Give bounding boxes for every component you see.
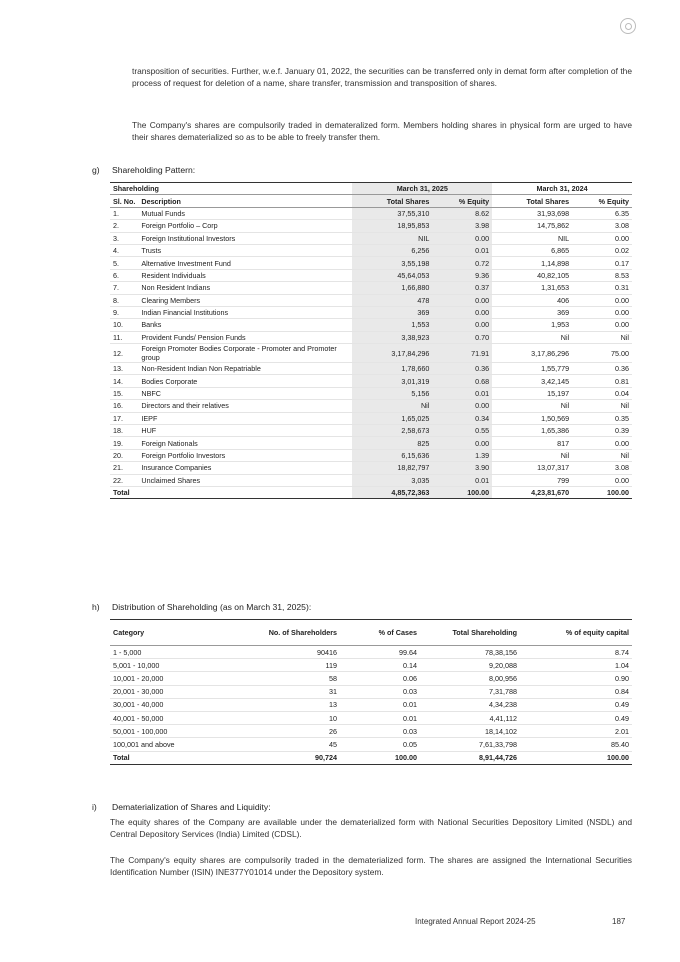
total-shares-2025-cell: 3,55,198 — [352, 257, 432, 269]
total-shares-2024-cell: 369 — [492, 306, 572, 318]
total-shareholding-cell: 7,61,33,798 — [420, 738, 520, 751]
shareholders-cell: 45 — [260, 738, 340, 751]
equity-2025-cell: 0.37 — [432, 282, 492, 294]
equity-capital-cell: 8.74 — [520, 646, 632, 659]
table-row — [110, 425, 632, 437]
total-shares-2024-cell: 1,50,569 — [492, 412, 572, 424]
description-cell: Non-Resident Indian Non Repatriable — [138, 363, 352, 375]
description-cell: Indian Financial Institutions — [138, 306, 352, 318]
table-row — [110, 375, 632, 387]
section-title: Shareholding Pattern: — [112, 165, 196, 175]
section-title: Dematerialization of Shares and Liquidity: — [112, 802, 271, 812]
equity-2025-cell: 0.36 — [432, 363, 492, 375]
total-shares-2025-cell: 2,58,673 — [352, 425, 432, 437]
total-shares-2025-cell: 478 — [352, 294, 432, 306]
sl-no-cell: 18. — [110, 425, 138, 437]
sl-no-cell: 7. — [110, 282, 138, 294]
equity-capital-cell: 2.01 — [520, 725, 632, 738]
description-cell: Foreign Nationals — [138, 437, 352, 449]
category-cell: 5,001 - 10,000 — [110, 659, 260, 672]
equity-2025-cell: 0.70 — [432, 331, 492, 343]
table-row — [110, 257, 632, 269]
total-shares-2024-cell: 406 — [492, 294, 572, 306]
equity-2024-header: % Equity — [572, 195, 632, 207]
section-number: h) — [92, 602, 100, 612]
shareholders-cell: 119 — [260, 659, 340, 672]
sl-no-cell: 11. — [110, 331, 138, 343]
sl-no-cell: 2. — [110, 220, 138, 232]
total-shares-2025-cell: 5,156 — [352, 387, 432, 399]
total-shares-2024-cell: NIL — [492, 232, 572, 244]
equity-2024-cell: 0.36 — [572, 363, 632, 375]
table-row — [110, 659, 632, 672]
description-cell: Directors and their relatives — [138, 400, 352, 412]
total-shares-2024-cell: 817 — [492, 437, 572, 449]
equity-2025-cell: 0.01 — [432, 244, 492, 256]
table-row — [110, 685, 632, 698]
total-shareholding-cell: 18,14,102 — [420, 725, 520, 738]
total-shares-2024-cell: Nil — [492, 400, 572, 412]
total-shares-2024-cell: 1,55,779 — [492, 363, 572, 375]
total-label: Total — [110, 751, 260, 764]
description-cell: IEPF — [138, 412, 352, 424]
table-row — [110, 244, 632, 256]
equity-2024-cell: 0.00 — [572, 294, 632, 306]
equity-2025-cell: 0.72 — [432, 257, 492, 269]
sl-no-cell: 21. — [110, 462, 138, 474]
cases-cell: 0.03 — [340, 725, 420, 738]
description-cell: NBFC — [138, 387, 352, 399]
shareholding-pattern-table — [110, 182, 632, 499]
shareholders-cell: 13 — [260, 698, 340, 711]
shareholders-cell: 10 — [260, 711, 340, 724]
total-shares-2025-cell: Nil — [352, 400, 432, 412]
description-cell: Provident Funds/ Pension Funds — [138, 331, 352, 343]
section-number: i) — [92, 802, 97, 812]
total-shares-2024-header: Total Shares — [492, 195, 572, 207]
total-shares-2024-cell: 13,07,317 — [492, 462, 572, 474]
sl-no-cell: 5. — [110, 257, 138, 269]
equity-2025-cell: 0.00 — [432, 400, 492, 412]
equity-2025-cell: 0.55 — [432, 425, 492, 437]
total-shares-2025-cell: 37,55,310 — [352, 207, 432, 219]
table-header-row — [110, 620, 632, 646]
sl-no-cell: 8. — [110, 294, 138, 306]
table-row — [110, 294, 632, 306]
table-row — [110, 725, 632, 738]
table-row — [110, 711, 632, 724]
total-shares-2024: 4,23,81,670 — [492, 486, 572, 498]
total-shares-2025-cell: 6,256 — [352, 244, 432, 256]
table-row — [110, 462, 632, 474]
category-cell: 1 - 5,000 — [110, 646, 260, 659]
total-shares-2025-cell: 3,01,319 — [352, 375, 432, 387]
sl-no-cell: 17. — [110, 412, 138, 424]
equity-2024-cell: 0.02 — [572, 244, 632, 256]
equity-2025-cell: 0.68 — [432, 375, 492, 387]
footer-report-title: Integrated Annual Report 2024-25 — [415, 917, 536, 926]
sl-no-cell: 1. — [110, 207, 138, 219]
equity-2024-cell: 0.00 — [572, 319, 632, 331]
category-cell: 50,001 - 100,000 — [110, 725, 260, 738]
total-shares-2024-cell: 1,31,653 — [492, 282, 572, 294]
total-shares-2025-header: Total Shares — [352, 195, 432, 207]
total-shares-2025-cell: 45,64,053 — [352, 269, 432, 281]
equity-capital-cell: 85.40 — [520, 738, 632, 751]
equity-2025-cell: 0.00 — [432, 319, 492, 331]
total-shares-2024-cell: 31,93,698 — [492, 207, 572, 219]
total-shares-2024-cell: 3,17,86,296 — [492, 344, 572, 363]
equity-2025-cell: 3.98 — [432, 220, 492, 232]
description-cell: Foreign Promoter Bodies Corporate - Promoter and Promoter group — [138, 344, 352, 363]
shareholders-cell: 58 — [260, 672, 340, 685]
total-shares-2025-cell: 3,38,923 — [352, 331, 432, 343]
description-cell: Foreign Institutional Investors — [138, 232, 352, 244]
total-shares-2025: 4,85,72,363 — [352, 486, 432, 498]
equity-capital-cell: 0.90 — [520, 672, 632, 685]
total-shares-2024-cell: 799 — [492, 474, 572, 486]
total-shareholding-cell: 4,34,238 — [420, 698, 520, 711]
table-header-row — [110, 183, 632, 195]
description-cell: Resident Individuals — [138, 269, 352, 281]
table-row — [110, 269, 632, 281]
distribution-table-body — [110, 646, 632, 752]
total-label: Total — [110, 486, 352, 498]
footer-page-number: 187 — [612, 917, 626, 926]
equity-2024-cell: Nil — [572, 331, 632, 343]
table-row — [110, 738, 632, 751]
equity-2024-cell: 6.35 — [572, 207, 632, 219]
description-cell: Clearing Members — [138, 294, 352, 306]
company-logo-icon — [620, 18, 636, 34]
total-equity-capital: 100.00 — [520, 751, 632, 764]
table-row — [110, 449, 632, 461]
table-row — [110, 363, 632, 375]
total-shares-2024-cell: Nil — [492, 449, 572, 461]
table-row — [110, 306, 632, 318]
equity-2024-cell: 0.00 — [572, 232, 632, 244]
table-row — [110, 672, 632, 685]
table-total-row — [110, 751, 632, 764]
total-shares-2024-cell: Nil — [492, 331, 572, 343]
total-shareholding-cell: 78,38,156 — [420, 646, 520, 659]
equity-2025-cell: 0.00 — [432, 306, 492, 318]
equity-2024-cell: 0.39 — [572, 425, 632, 437]
description-cell: Foreign Portfolio Investors — [138, 449, 352, 461]
total-shares-2024-cell: 1,953 — [492, 319, 572, 331]
sl-no-cell: 22. — [110, 474, 138, 486]
shareholders-header: No. of Shareholders — [260, 620, 340, 646]
description-cell: Insurance Companies — [138, 462, 352, 474]
equity-2024-cell: 3.08 — [572, 220, 632, 232]
sl-no-cell: 13. — [110, 363, 138, 375]
total-shares-2025-cell: 1,65,025 — [352, 412, 432, 424]
total-equity-2024: 100.00 — [572, 486, 632, 498]
total-shares-2024-cell: 14,75,862 — [492, 220, 572, 232]
total-shares-2024-cell: 15,197 — [492, 387, 572, 399]
total-shares-2025-cell: 18,82,797 — [352, 462, 432, 474]
sl-no-cell: 9. — [110, 306, 138, 318]
category-cell: 30,001 - 40,000 — [110, 698, 260, 711]
intro-paragraph-2: The Company's shares are compulsorily traded in demateralized form. Members holding shares in physical form are urged to have their shares dematerialized so as to be able to freely transfer them. — [132, 120, 632, 142]
distribution-table — [110, 619, 632, 765]
equity-2024-cell: 8.53 — [572, 269, 632, 281]
demat-paragraph-1: The equity shares of the Company are available under the dematerialized form with National Securities Depository Limited (NSDL) and Central Depository Services (India) Limited (CDSL). — [110, 817, 632, 839]
equity-2025-cell: 0.00 — [432, 437, 492, 449]
equity-2025-cell: 71.91 — [432, 344, 492, 363]
period-2025-header: March 31, 2025 — [352, 183, 492, 195]
description-cell: Foreign Portfolio – Corp — [138, 220, 352, 232]
equity-capital-cell: 0.49 — [520, 698, 632, 711]
section-number: g) — [92, 165, 100, 175]
equity-2025-cell: 8.62 — [432, 207, 492, 219]
total-shares-2024-cell: 40,82,105 — [492, 269, 572, 281]
equity-2025-cell: 0.00 — [432, 232, 492, 244]
total-cases: 100.00 — [340, 751, 420, 764]
total-shares-2024-cell: 1,14,898 — [492, 257, 572, 269]
total-shares-2025-cell: 3,17,84,296 — [352, 344, 432, 363]
equity-2025-cell: 0.01 — [432, 474, 492, 486]
description-cell: Non Resident Indians — [138, 282, 352, 294]
description-cell: Unclaimed Shares — [138, 474, 352, 486]
total-shares-2025-cell: NIL — [352, 232, 432, 244]
sl-no-cell: 6. — [110, 269, 138, 281]
equity-2024-cell: Nil — [572, 449, 632, 461]
equity-2025-cell: 3.90 — [432, 462, 492, 474]
equity-2024-cell: 0.35 — [572, 412, 632, 424]
cases-cell: 0.01 — [340, 711, 420, 724]
total-shareholding-header: Total Shareholding — [420, 620, 520, 646]
total-shareholders: 90,724 — [260, 751, 340, 764]
intro-paragraph-1: transposition of securities. Further, w.e.f. January 01, 2022, the securities can be transferred only in demat form after completion of the process of request for deletion of a name, share transfer, transmission and transposition of shares. — [132, 66, 632, 88]
equity-2025-cell: 9.36 — [432, 269, 492, 281]
equity-2025-cell: 0.34 — [432, 412, 492, 424]
equity-capital-header: % of equity capital — [520, 620, 632, 646]
total-shareholding-cell: 7,31,788 — [420, 685, 520, 698]
table-row — [110, 437, 632, 449]
category-cell: 20,001 - 30,000 — [110, 685, 260, 698]
category-cell: 40,001 - 50,000 — [110, 711, 260, 724]
table-row — [110, 387, 632, 399]
table-row — [110, 646, 632, 659]
total-shares-2025-cell: 1,66,880 — [352, 282, 432, 294]
total-shares-2025-cell: 1,553 — [352, 319, 432, 331]
sl-no-header: Sl. No. — [110, 195, 138, 207]
equity-capital-cell: 0.84 — [520, 685, 632, 698]
description-cell: Banks — [138, 319, 352, 331]
equity-2024-cell: 0.81 — [572, 375, 632, 387]
equity-2024-cell: 0.00 — [572, 306, 632, 318]
total-shares-2025-cell: 18,95,853 — [352, 220, 432, 232]
table-row — [110, 698, 632, 711]
category-cell: 100,001 and above — [110, 738, 260, 751]
table-row — [110, 319, 632, 331]
shareholders-cell: 26 — [260, 725, 340, 738]
total-shareholding: 8,91,44,726 — [420, 751, 520, 764]
demat-paragraph-2: The Company's equity shares are compulsorily traded in the dematerialized form. The shares are assigned the International Securities Identification Number (ISIN) INE377Y01014 under the Depository system. — [110, 855, 632, 877]
equity-2025-cell: 1.39 — [432, 449, 492, 461]
sl-no-cell: 10. — [110, 319, 138, 331]
sl-no-cell: 15. — [110, 387, 138, 399]
cases-cell: 0.05 — [340, 738, 420, 751]
table-row — [110, 232, 632, 244]
table-row — [110, 220, 632, 232]
shareholding-table-body — [110, 207, 632, 486]
description-cell: Alternative Investment Fund — [138, 257, 352, 269]
total-shares-2025-cell: 1,78,660 — [352, 363, 432, 375]
cases-cell: 0.06 — [340, 672, 420, 685]
sl-no-cell: 4. — [110, 244, 138, 256]
equity-2024-cell: 0.00 — [572, 437, 632, 449]
description-header: Description — [138, 195, 352, 207]
category-header: Category — [110, 620, 260, 646]
category-cell: 10,001 - 20,000 — [110, 672, 260, 685]
description-cell: Mutual Funds — [138, 207, 352, 219]
total-equity-2025: 100.00 — [432, 486, 492, 498]
sl-no-cell: 19. — [110, 437, 138, 449]
total-shares-2024-cell: 3,42,145 — [492, 375, 572, 387]
equity-2024-cell: 0.17 — [572, 257, 632, 269]
cases-cell: 99.64 — [340, 646, 420, 659]
group-header: Shareholding — [110, 183, 352, 195]
equity-capital-cell: 1.04 — [520, 659, 632, 672]
sl-no-cell: 12. — [110, 344, 138, 363]
sl-no-cell: 3. — [110, 232, 138, 244]
equity-2025-header: % Equity — [432, 195, 492, 207]
total-shareholding-cell: 8,00,956 — [420, 672, 520, 685]
table-row — [110, 282, 632, 294]
cases-cell: 0.03 — [340, 685, 420, 698]
cases-cell: 0.14 — [340, 659, 420, 672]
sl-no-cell: 16. — [110, 400, 138, 412]
total-shares-2025-cell: 6,15,636 — [352, 449, 432, 461]
equity-2024-cell: 0.04 — [572, 387, 632, 399]
sl-no-cell: 20. — [110, 449, 138, 461]
total-shareholding-cell: 4,41,112 — [420, 711, 520, 724]
total-shares-2024-cell: 1,65,386 — [492, 425, 572, 437]
equity-2025-cell: 0.01 — [432, 387, 492, 399]
equity-2024-cell: 3.08 — [572, 462, 632, 474]
table-row — [110, 400, 632, 412]
table-row — [110, 412, 632, 424]
description-cell: Bodies Corporate — [138, 375, 352, 387]
table-row — [110, 207, 632, 219]
table-row — [110, 474, 632, 486]
shareholders-cell: 31 — [260, 685, 340, 698]
equity-2024-cell: 0.31 — [572, 282, 632, 294]
equity-2024-cell: Nil — [572, 400, 632, 412]
total-shares-2025-cell: 825 — [352, 437, 432, 449]
total-shares-2024-cell: 6,865 — [492, 244, 572, 256]
total-shareholding-cell: 9,20,088 — [420, 659, 520, 672]
section-title: Distribution of Shareholding (as on March 31, 2025): — [112, 602, 312, 612]
shareholders-cell: 90416 — [260, 646, 340, 659]
table-total-row — [110, 486, 632, 498]
equity-2024-cell: 0.00 — [572, 474, 632, 486]
table-row — [110, 331, 632, 343]
table-subheader-row — [110, 195, 632, 207]
equity-capital-cell: 0.49 — [520, 711, 632, 724]
equity-2024-cell: 75.00 — [572, 344, 632, 363]
cases-cell: 0.01 — [340, 698, 420, 711]
equity-2025-cell: 0.00 — [432, 294, 492, 306]
sl-no-cell: 14. — [110, 375, 138, 387]
period-2024-header: March 31, 2024 — [492, 183, 632, 195]
cases-header: % of Cases — [340, 620, 420, 646]
description-cell: HUF — [138, 425, 352, 437]
total-shares-2025-cell: 3,035 — [352, 474, 432, 486]
table-row — [110, 344, 632, 363]
total-shares-2025-cell: 369 — [352, 306, 432, 318]
description-cell: Trusts — [138, 244, 352, 256]
